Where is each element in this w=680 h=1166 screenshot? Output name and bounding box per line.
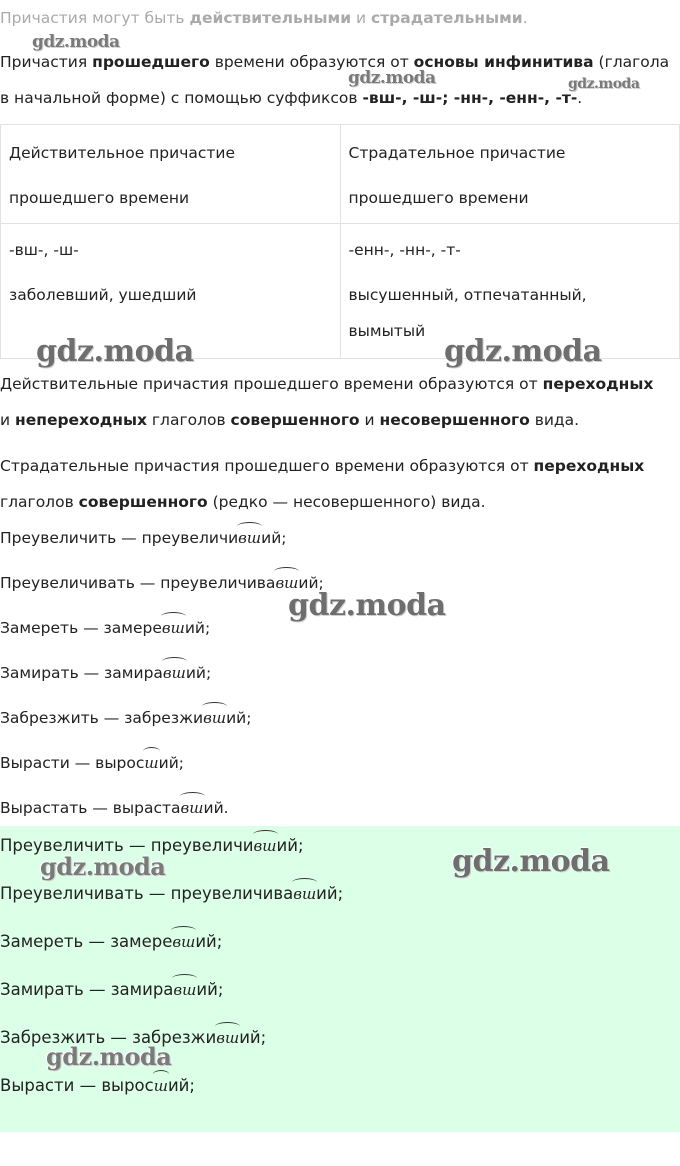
cell-text: -енн-, -нн-, -т-: [348, 241, 461, 259]
rule-text: (редко — несовершенного) вида.: [207, 493, 486, 511]
example-ending: ий.: [203, 799, 229, 817]
intro-text: Причастия: [0, 53, 93, 71]
example-line: [0, 663, 211, 683]
intro-bold: основы инфинитива: [413, 53, 594, 71]
rule-text: и: [359, 411, 380, 429]
cell-text: заболевший, ушедший: [9, 286, 197, 304]
rule-text: глаголов: [146, 411, 231, 429]
example-word: Вырастать — выраста: [0, 799, 181, 817]
watermark-logo: gdz.moda: [46, 1042, 172, 1071]
intro-bold: прошедшего: [92, 53, 210, 71]
answer-ending: ий;: [316, 884, 344, 903]
example-word: Преувеличивать — преувеличива: [0, 574, 276, 592]
cell-text: прошедшего времени: [348, 189, 529, 207]
intro-text: в начальной форме) с помощью суффиксов: [0, 89, 363, 107]
suffix-mark: вш: [253, 837, 277, 855]
intro-text: времени образуются от: [209, 53, 414, 71]
rule-line-1: [0, 374, 653, 394]
example-word: Преувеличить — преувеличи: [0, 529, 239, 547]
example-line: [0, 798, 229, 818]
suffix-mark: вш: [161, 619, 185, 637]
suffix-mark: ш: [153, 1077, 168, 1095]
answer-word: Замирать — замира: [0, 980, 174, 999]
suffix-mark: вш: [203, 709, 227, 727]
cell-text: -вш-, -ш-: [9, 241, 79, 259]
example-ending: ий;: [158, 754, 184, 772]
intro-bold: страдательными: [371, 9, 523, 27]
example-word: Замирать — замира: [0, 664, 163, 682]
rule-text: Страдательные причастия прошедшего времени образуются от: [0, 457, 534, 475]
suffix-mark: вш: [173, 981, 197, 999]
watermark-logo: gdz.moda: [568, 76, 640, 92]
suffix-mark: вш: [162, 664, 186, 682]
watermark-logo: gdz.moda: [40, 852, 166, 881]
answer-word: Замереть — замере: [0, 932, 173, 951]
intro-line-1: [0, 8, 528, 28]
intro-text: Причастия могут быть: [0, 9, 190, 27]
example-word: Забрезжить — забрезжи: [0, 709, 204, 727]
answer-word: Забрезжить — забрезжи: [0, 1028, 217, 1047]
table-cell-right-header: [340, 125, 680, 224]
intro-text: .: [522, 9, 528, 27]
example-word: Замереть — замере: [0, 619, 162, 637]
intro-line-2: [0, 52, 669, 72]
rule-line-2: [0, 410, 579, 430]
rule-bold: непереходных: [15, 411, 147, 429]
cell-text: высушенный, отпечатанный,: [348, 286, 587, 304]
suffix-mark: вш: [275, 574, 299, 592]
example-ending: ий;: [226, 709, 252, 727]
intro-bold: -вш-, -ш-; -нн-, -енн-, -т-: [362, 89, 578, 107]
watermark-logo: gdz.moda: [444, 334, 602, 369]
watermark-logo: gdz.moda: [36, 334, 194, 369]
suffix-mark: вш: [238, 529, 262, 547]
example-ending: ий;: [185, 664, 212, 682]
example-line: [0, 753, 184, 773]
answer-line: [0, 932, 222, 952]
watermark-logo: gdz.moda: [452, 844, 610, 879]
example-ending: ий;: [298, 574, 324, 592]
answer-word: Преувеличивать — преувеличива: [0, 884, 294, 903]
rule-bold: совершенного: [78, 493, 208, 511]
answer-ending: ий;: [276, 836, 304, 855]
example-ending: ий;: [184, 619, 211, 637]
example-ending: ий;: [261, 529, 287, 547]
rule-line-4: [0, 492, 486, 512]
watermark-logo: gdz.moda: [348, 68, 436, 88]
rule-bold: несовершенного: [379, 411, 530, 429]
answer-ending: ий;: [195, 932, 223, 951]
suffix-mark: вш: [216, 1029, 240, 1047]
rule-text: вида.: [529, 411, 580, 429]
intro-text: (глагола: [593, 53, 670, 71]
cell-text: Страдательное причастие: [348, 144, 566, 162]
answer-word: Вырасти — вырос: [0, 1076, 154, 1095]
cell-text: прошедшего времени: [9, 189, 190, 207]
suffix-mark: вш: [180, 799, 204, 817]
example-line: [0, 528, 287, 548]
intro-bold: действительными: [189, 9, 352, 27]
suffix-mark: вш: [172, 933, 196, 951]
answer-ending: ий;: [196, 980, 224, 999]
rule-bold: совершенного: [230, 411, 360, 429]
cell-text: Действительное причастие: [9, 144, 236, 162]
rule-line-3: [0, 456, 644, 476]
suffix-mark: вш: [293, 885, 317, 903]
watermark-logo: gdz.moda: [288, 588, 446, 623]
suffix-table: [0, 124, 680, 359]
rule-bold: переходных: [542, 375, 654, 393]
watermark-logo: gdz.moda: [32, 32, 120, 52]
rule-text: и: [0, 411, 16, 429]
answer-ending: ий;: [239, 1028, 267, 1047]
answer-ending: ий;: [167, 1076, 195, 1095]
answer-line: [0, 884, 343, 904]
answer-word: Преувеличить — преувеличи: [0, 836, 254, 855]
cell-text: вымытый: [348, 322, 426, 340]
example-line: [0, 708, 251, 728]
rule-bold: переходных: [533, 457, 645, 475]
suffix-mark: ш: [144, 754, 159, 772]
answer-line: [0, 980, 223, 1000]
intro-text: .: [577, 89, 583, 107]
example-line: [0, 573, 324, 593]
answer-line: [0, 1076, 195, 1096]
example-line: [0, 618, 210, 638]
rule-text: Действительные причастия прошедшего времени образуются от: [0, 375, 543, 393]
rule-text: глаголов: [0, 493, 79, 511]
table-cell-left-header: [1, 125, 341, 224]
intro-text: и: [351, 9, 372, 27]
example-word: Вырасти — вырос: [0, 754, 145, 772]
intro-line-3: [0, 88, 582, 108]
table-header-row: [1, 125, 680, 224]
